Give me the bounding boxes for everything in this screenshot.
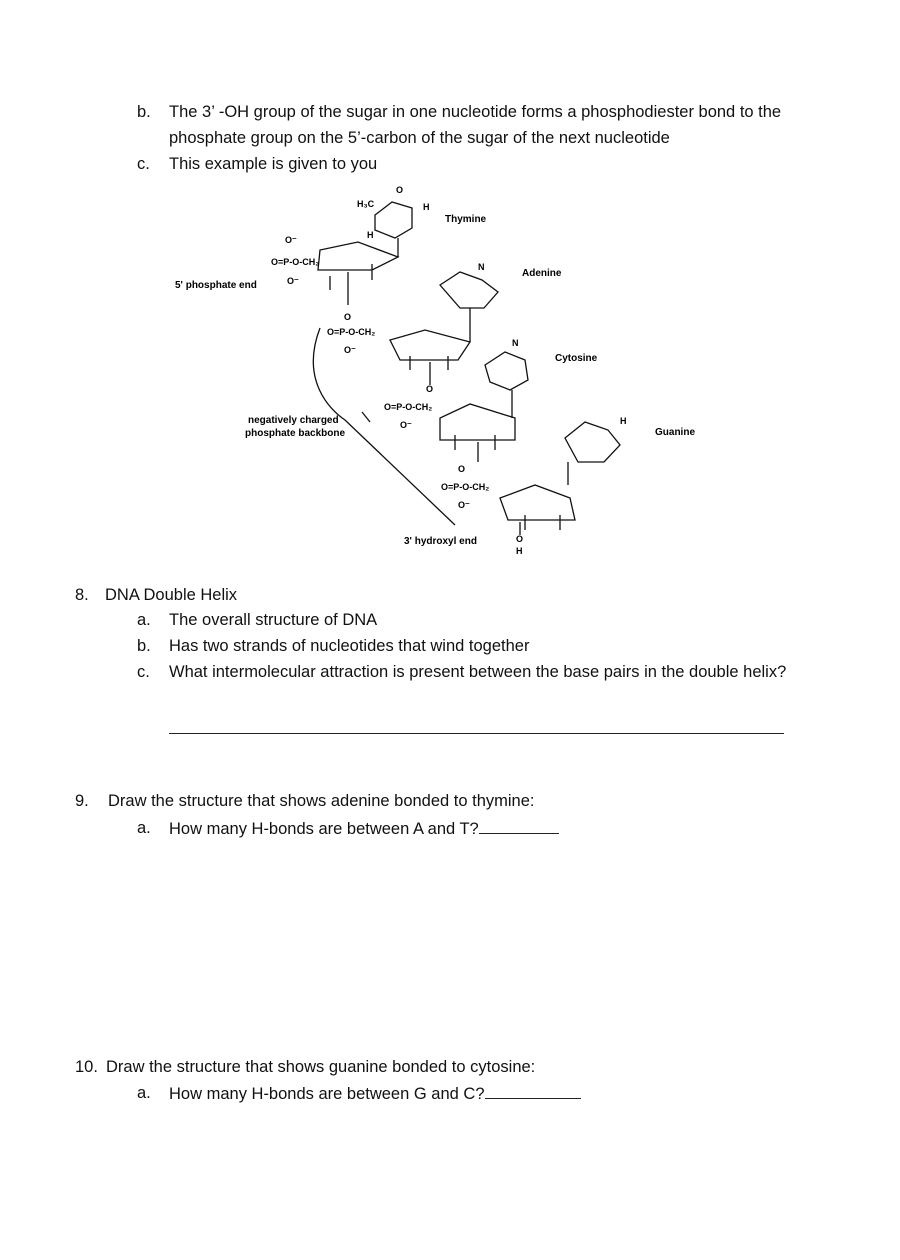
atom-o: O	[426, 384, 434, 394]
atom-phosphate: O=P-O-CH₂	[384, 402, 433, 412]
section-8a-marker: a.	[137, 611, 151, 629]
section-10-title: Draw the structure that shows guanine bonded to cytosine:	[106, 1058, 536, 1076]
section-10-number: 10.	[75, 1058, 98, 1076]
atom-n: N	[512, 338, 519, 348]
atom-o-minus: O⁻	[287, 276, 299, 286]
label-guanine: Guanine	[655, 427, 696, 438]
atom-o-minus: O⁻	[400, 420, 412, 430]
item-b-line2: phosphate group on the 5’-carbon of the sugar of the next nucleotide	[169, 129, 670, 147]
label-backbone-1: negatively charged	[248, 415, 339, 426]
label-thymine: Thymine	[445, 214, 487, 225]
atom-h: H	[516, 546, 523, 556]
atom-h: H	[423, 202, 430, 212]
section-8-title: DNA Double Helix	[105, 586, 238, 604]
atom-phosphate: O=P-O-CH₂	[327, 327, 376, 337]
section-8c-text: What intermolecular attraction is present between the base pairs in the double helix?	[169, 663, 787, 681]
label-cytosine: Cytosine	[555, 353, 598, 364]
section-9a-text: How many H-bonds are between A and T?	[169, 820, 479, 838]
answer-blank-10a[interactable]	[485, 1083, 581, 1099]
atom-o-minus: O⁻	[285, 235, 297, 245]
section-8c-marker: c.	[137, 663, 150, 681]
label-adenine: Adenine	[522, 268, 562, 279]
section-8a-text: The overall structure of DNA	[169, 611, 378, 629]
section-9-number: 9.	[75, 792, 89, 810]
atom-h3c: H₃C	[357, 199, 375, 209]
item-b-marker: b.	[137, 103, 151, 121]
atom-h: H	[620, 416, 627, 426]
section-10a-row	[169, 1083, 581, 1104]
atom-o-minus: O⁻	[344, 345, 356, 355]
atom-phosphate: O=P-O-CH₂	[271, 257, 320, 267]
label-backbone-2: phosphate backbone	[245, 428, 346, 439]
atom-o: O	[458, 464, 466, 474]
section-8-number: 8.	[75, 586, 89, 604]
section-10a-text: How many H-bonds are between G and C?	[169, 1085, 485, 1103]
section-9a-marker: a.	[137, 819, 151, 837]
atom-h: H	[367, 230, 374, 240]
atom-o-minus: O⁻	[458, 500, 470, 510]
atom-phosphate: O=P-O-CH₂	[441, 482, 490, 492]
section-9a-row	[169, 818, 559, 839]
atom-n: N	[478, 262, 485, 272]
dna-strand-figure	[0, 180, 900, 580]
item-b-line1: The 3’ -OH group of the sugar in one nucleotide forms a phosphodiester bond to the	[169, 103, 782, 121]
answer-line-8c[interactable]	[169, 733, 784, 734]
item-c-marker: c.	[137, 155, 150, 173]
section-8b-text: Has two strands of nucleotides that wind together	[169, 637, 530, 655]
section-10a-marker: a.	[137, 1084, 151, 1102]
section-8b-marker: b.	[137, 637, 151, 655]
item-c-text: This example is given to you	[169, 155, 378, 173]
atom-o: O	[396, 185, 404, 195]
label-three-prime: 3' hydroxyl end	[404, 536, 477, 547]
label-five-prime: 5' phosphate end	[175, 280, 257, 291]
atom-o: O	[344, 312, 352, 322]
atom-o: O	[516, 534, 524, 544]
section-9-title: Draw the structure that shows adenine bonded to thymine:	[108, 792, 535, 810]
answer-blank-9a[interactable]	[479, 818, 559, 834]
